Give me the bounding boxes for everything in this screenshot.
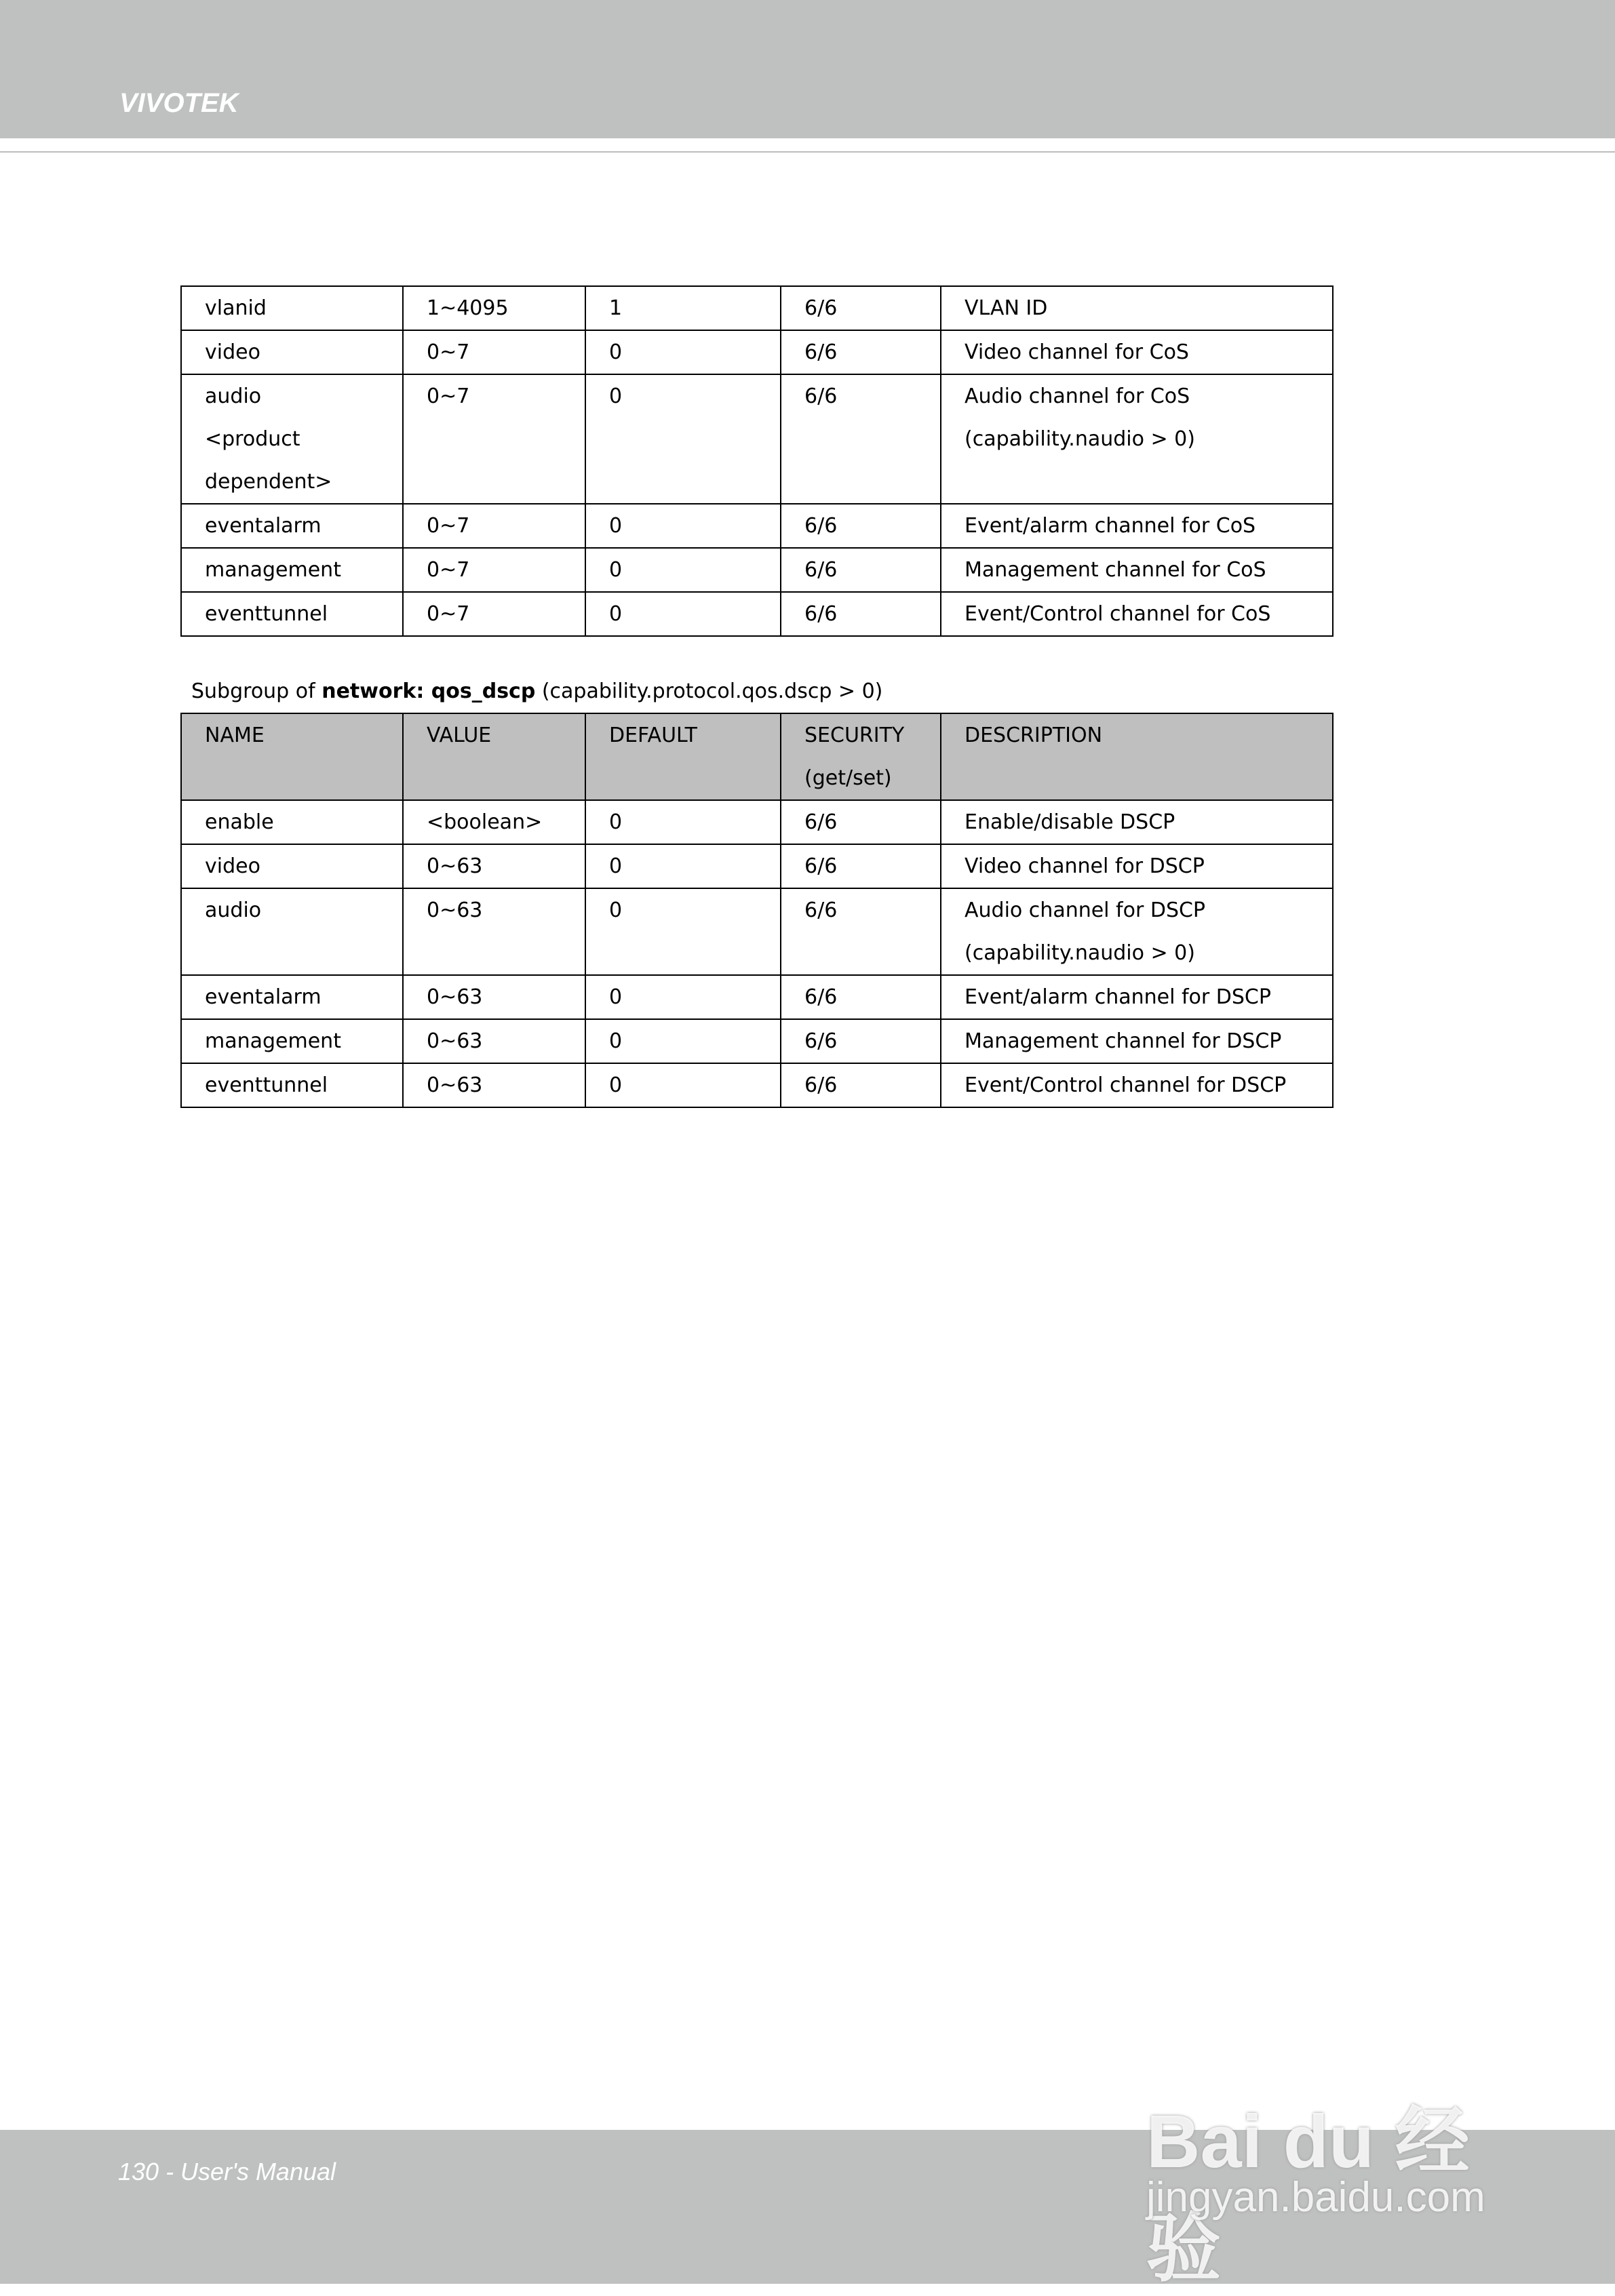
cell-name: audio <product dependent> bbox=[181, 374, 403, 504]
cell-security: 6/6 bbox=[781, 800, 941, 844]
cell-security: 6/6 bbox=[781, 504, 941, 548]
cell-value: 0~63 bbox=[403, 1063, 585, 1107]
table-row bbox=[181, 1019, 1333, 1063]
cell-default: 0 bbox=[585, 844, 781, 888]
header-security: SECURITY (get/set) bbox=[781, 713, 941, 800]
cell-description: Management channel for CoS bbox=[941, 548, 1333, 592]
cell-value: 0~7 bbox=[403, 330, 585, 374]
cell-value: 1~4095 bbox=[403, 286, 585, 330]
header-value: VALUE bbox=[403, 713, 585, 800]
cell-security: 6/6 bbox=[781, 975, 941, 1019]
cell-value: 0~63 bbox=[403, 888, 585, 975]
cell-name: audio bbox=[181, 888, 403, 975]
cell-description: Video channel for DSCP bbox=[941, 844, 1333, 888]
cell-security: 6/6 bbox=[781, 548, 941, 592]
table-row bbox=[181, 504, 1333, 548]
header-default: DEFAULT bbox=[585, 713, 781, 800]
cell-default: 1 bbox=[585, 286, 781, 330]
cell-name: management bbox=[181, 1019, 403, 1063]
cell-description: Event/Control channel for CoS bbox=[941, 592, 1333, 636]
cell-name: eventtunnel bbox=[181, 1063, 403, 1107]
table-row bbox=[181, 1063, 1333, 1107]
cell-value: 0~7 bbox=[403, 548, 585, 592]
brand-logo: VIVOTEK bbox=[119, 88, 239, 118]
cell-default: 0 bbox=[585, 330, 781, 374]
caption-prefix: Subgroup of bbox=[191, 679, 322, 703]
cell-name: eventalarm bbox=[181, 504, 403, 548]
cell-value: 0~63 bbox=[403, 1019, 585, 1063]
cell-value: 0~7 bbox=[403, 504, 585, 548]
table-row bbox=[181, 548, 1333, 592]
cell-value: 0~63 bbox=[403, 844, 585, 888]
cell-description: Enable/disable DSCP bbox=[941, 800, 1333, 844]
table-row bbox=[181, 800, 1333, 844]
table-row bbox=[181, 330, 1333, 374]
qos-cos-table bbox=[180, 285, 1334, 637]
table-row bbox=[181, 592, 1333, 636]
table-row bbox=[181, 844, 1333, 888]
table-row bbox=[181, 286, 1333, 330]
table-header-row bbox=[181, 713, 1333, 800]
cell-security: 6/6 bbox=[781, 844, 941, 888]
cell-description: VLAN ID bbox=[941, 286, 1333, 330]
cell-security: 6/6 bbox=[781, 286, 941, 330]
page-header bbox=[0, 0, 1615, 138]
cell-security: 6/6 bbox=[781, 888, 941, 975]
cell-description: Event/alarm channel for CoS bbox=[941, 504, 1333, 548]
cell-default: 0 bbox=[585, 800, 781, 844]
cell-value: <boolean> bbox=[403, 800, 585, 844]
cell-default: 0 bbox=[585, 548, 781, 592]
cell-description: Audio channel for DSCP (capability.naudio > 0) bbox=[941, 888, 1333, 975]
cell-name: eventtunnel bbox=[181, 592, 403, 636]
subgroup-caption bbox=[191, 677, 882, 707]
cell-security: 6/6 bbox=[781, 374, 941, 504]
cell-security: 6/6 bbox=[781, 1019, 941, 1063]
watermark-url: jingyan.baidu.com bbox=[1146, 2174, 1485, 2221]
cell-value: 0~63 bbox=[403, 975, 585, 1019]
cell-description: Management channel for DSCP bbox=[941, 1019, 1333, 1063]
cell-security: 6/6 bbox=[781, 1063, 941, 1107]
header-name: NAME bbox=[181, 713, 403, 800]
table-row bbox=[181, 975, 1333, 1019]
cell-security: 6/6 bbox=[781, 592, 941, 636]
cell-description: Event/Control channel for DSCP bbox=[941, 1063, 1333, 1107]
header-description: DESCRIPTION bbox=[941, 713, 1333, 800]
cell-default: 0 bbox=[585, 592, 781, 636]
cell-description: Video channel for CoS bbox=[941, 330, 1333, 374]
caption-condition: (capability.protocol.qos.dscp > 0) bbox=[535, 679, 883, 703]
cell-default: 0 bbox=[585, 1063, 781, 1107]
cell-name: video bbox=[181, 330, 403, 374]
cell-default: 0 bbox=[585, 374, 781, 504]
table-row bbox=[181, 374, 1333, 504]
watermark-logo: Bai du 经验 bbox=[1146, 2100, 1470, 2291]
baidu-watermark bbox=[1146, 2041, 1526, 2291]
cell-default: 0 bbox=[585, 975, 781, 1019]
cell-security: 6/6 bbox=[781, 330, 941, 374]
cell-description: Event/alarm channel for DSCP bbox=[941, 975, 1333, 1019]
qos-dscp-table bbox=[180, 713, 1334, 1108]
cell-name: eventalarm bbox=[181, 975, 403, 1019]
cell-description: Audio channel for CoS (capability.naudio > 0) bbox=[941, 374, 1333, 504]
cell-default: 0 bbox=[585, 504, 781, 548]
cell-name: management bbox=[181, 548, 403, 592]
table-row bbox=[181, 888, 1333, 975]
cell-value: 0~7 bbox=[403, 592, 585, 636]
page-number: 130 - User's Manual bbox=[118, 2158, 336, 2185]
cell-value: 0~7 bbox=[403, 374, 585, 504]
header-divider bbox=[0, 151, 1615, 153]
cell-default: 0 bbox=[585, 888, 781, 975]
cell-name: video bbox=[181, 844, 403, 888]
cell-name: enable bbox=[181, 800, 403, 844]
cell-default: 0 bbox=[585, 1019, 781, 1063]
cell-name: vlanid bbox=[181, 286, 403, 330]
caption-group-name: network: qos_dscp bbox=[322, 679, 536, 703]
